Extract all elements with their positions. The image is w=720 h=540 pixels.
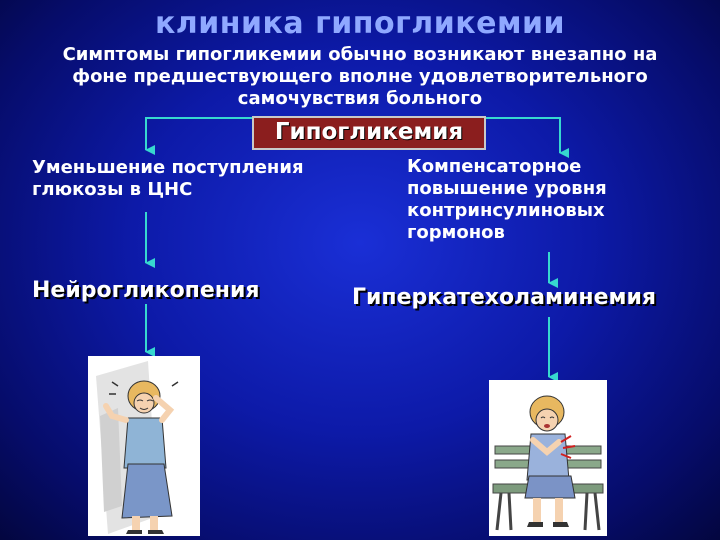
illustration-woman-on-bench: [489, 380, 607, 536]
left-cause-line-1: Уменьшение поступления: [32, 157, 304, 178]
right-cause-line-2: повышение уровня: [407, 178, 607, 199]
right-cause-line-3: контринсулиновых: [407, 200, 605, 221]
illustration-woman-headache: [88, 356, 200, 536]
subtitle-line-2: фоне предшествующего вполне удовлетворительного: [72, 66, 648, 87]
right-cause-line-4: гормонов: [407, 222, 505, 243]
right-cause-line-1: Компенсаторное: [407, 156, 582, 177]
right-cause: [407, 156, 667, 244]
arrow-to-right-cause: [486, 118, 560, 153]
left-result-neuroglycopenia: Нейрогликопения: [32, 278, 260, 303]
subtitle-line-3: самочувствия больного: [237, 88, 483, 109]
arrow-to-left-cause: [146, 118, 252, 150]
left-cause: [32, 157, 377, 201]
center-node-hypoglycemia: Гипогликемия: [252, 116, 486, 150]
left-cause-line-2: глюкозы в ЦНС: [32, 179, 193, 200]
woman-headache-drawing: [88, 356, 200, 536]
woman-on-bench-drawing: [489, 380, 607, 536]
subtitle-line-1: Симптомы гипогликемии обычно возникают внезапно на: [62, 44, 658, 65]
right-result-hypercatecholaminemia: Гиперкатехоламинемия: [352, 285, 657, 310]
slide-title: клиника гипогликемии: [154, 6, 566, 41]
